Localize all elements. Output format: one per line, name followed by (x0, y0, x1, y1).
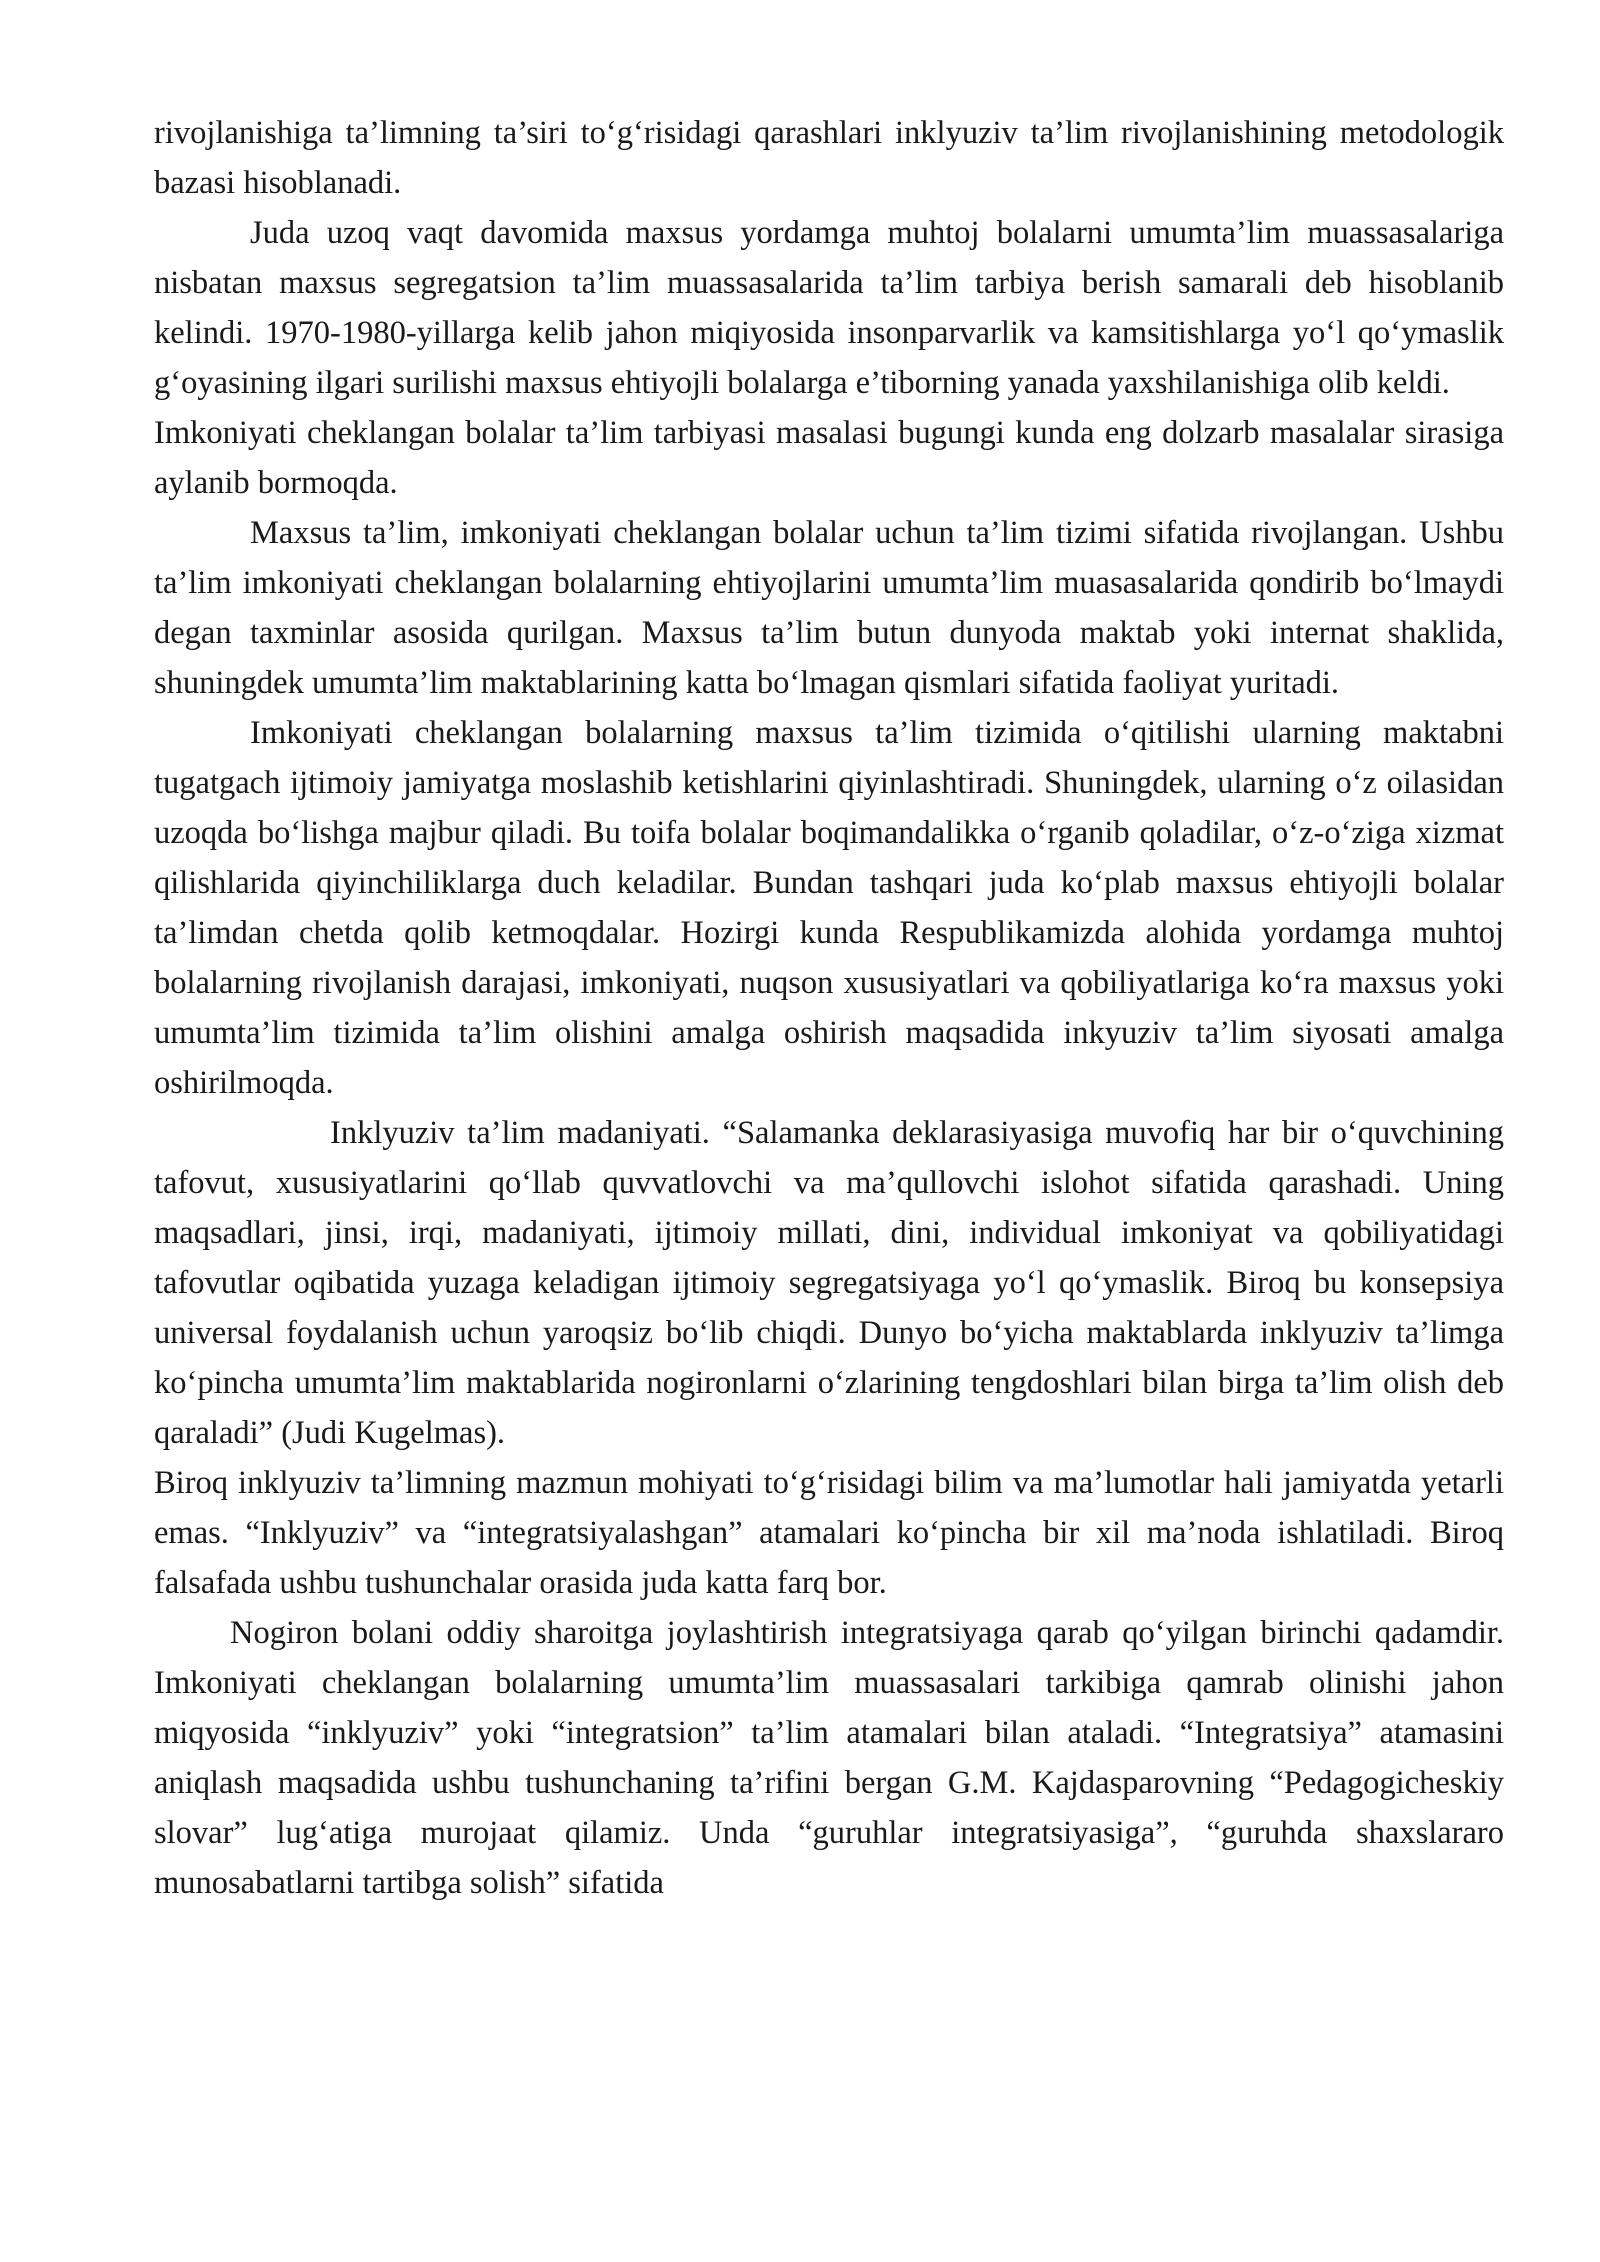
paragraph-6: Inklyuziv ta’lim madaniyati. “Salamanka deklarasiyasiga muvofiq har bir o‘quvchining tafovut, xususiyatlarini qo‘llab quvvatlovchi va ma’qullovchi islohot sifatida qarashadi. Uning maqsadlari, jinsi, irqi, madaniyati, ijtimoiy millati, dini, individual imkoniyat va qobiliyatidagi tafovutlar oqibatida yuzaga keladigan ijtimoiy segregatsiyaga yo‘l qo‘ymaslik. Biroq bu konsepsiya universal foydalanish uchun yaroqsiz bo‘lib chiqdi. Dunyo bo‘yicha maktablarda inklyuziv ta’limga ko‘pincha umumta’lim maktablarida nogironlarni o‘zlarining tengdoshlari bilan birga ta’lim olish deb qaraladi” (Judi Kugelmas). (154, 1115, 1504, 1451)
paragraph-3: Imkoniyati cheklangan bolalar ta’lim tarbiyasi masalasi bugungi kunda eng dolzarb masalalar sirasiga aylanib bormoqda. (154, 415, 1504, 501)
paragraph-2: Juda uzoq vaqt davomida maxsus yordamga muhtoj bolalarni umumta’lim muassasalariga nisbatan maxsus segregatsion ta’lim muassasalarida ta’lim tarbiya berish samarali deb hisoblanib kelindi. 1970-1980-yillarga kelib jahon miqiyosida insonparvarlik va kamsitishlarga yo‘l qo‘ymaslik g‘oyasining ilgari surilishi maxsus ehtiyojli bolalarga e’tiborning yanada yaxshilanishiga olib keldi. (154, 215, 1504, 401)
paragraph-5: Imkoniyati cheklangan bolalarning maxsus ta’lim tizimida o‘qitilishi ularning maktabni tugatgach ijtimoiy jamiyatga moslashib ketishlarini qiyinlashtiradi. Shuningdek, ularning o‘z oilasidan uzoqda bo‘lishga majbur qiladi. Bu toifa bolalar boqimandalikka o‘rganib qoladilar, o‘z-o‘ziga xizmat qilishlarida qiyinchiliklarga duch keladilar. Bundan tashqari juda ko‘plab maxsus ehtiyojli bolalar ta’limdan chetda qolib ketmoqdalar. Hozirgi kunda Respublikamizda alohida yordamga muhtoj bolalarning rivojlanish darajasi, imkoniyati, nuqson xususiyatlari va qobiliyatlariga ko‘ra maxsus yoki umumta’lim tizimida ta’lim olishini amalga oshirish maqsadida inkyuziv ta’lim siyosati amalga oshirilmoqda. (154, 715, 1504, 1101)
paragraph-7: Biroq inklyuziv ta’limning mazmun mohiyati to‘g‘risidagi bilim va ma’lumotlar hali jamiyatda yetarli emas. “Inklyuziv” va “integratsiyalashgan” atamalari ko‘pincha bir xil ma’noda ishlatiladi. Biroq falsafada ushbu tushunchalar orasida juda katta farq bor. (154, 1465, 1504, 1601)
paragraph-1: rivojlanishiga ta’limning ta’siri to‘g‘risidagi qarashlari inklyuziv ta’lim rivojlanishining metodologik bazasi hisoblanadi. (154, 115, 1504, 201)
paragraph-8: Nogiron bolani oddiy sharoitga joylashtirish integratsiyaga qarab qo‘yilgan birinchi qadamdir. Imkoniyati cheklangan bolalarning umumta’lim muassasalari tarkibiga qamrab olinishi jahon miqyosida “inklyuziv” yoki “integratsion” ta’lim atamalari bilan ataladi. “Integratsiya” atamasini aniqlash maqsadida ushbu tushunchaning ta’rifini bergan G.M. Kajdasparovning “Pedagogicheskiy slovar” lug‘atiga murojaat qilamiz. Unda “guruhlar integratsiyasiga”, “guruhda shaxslararo munosabatlarni tartibga solish” sifatida (154, 1615, 1504, 1901)
document-page (154, 108, 1504, 1908)
paragraph-4: Maxsus ta’lim, imkoniyati cheklangan bolalar uchun ta’lim tizimi sifatida rivojlangan. Ushbu ta’lim imkoniyati cheklangan bolalarning ehtiyojlarini umumta’lim muasasalarida qondirib bo‘lmaydi degan taxminlar asosida qurilgan. Maxsus ta’lim butun dunyoda maktab yoki internat shaklida, shuningdek umumta’lim maktablarining katta bo‘lmagan qismlari sifatida faoliyat yuritadi. (154, 515, 1504, 701)
